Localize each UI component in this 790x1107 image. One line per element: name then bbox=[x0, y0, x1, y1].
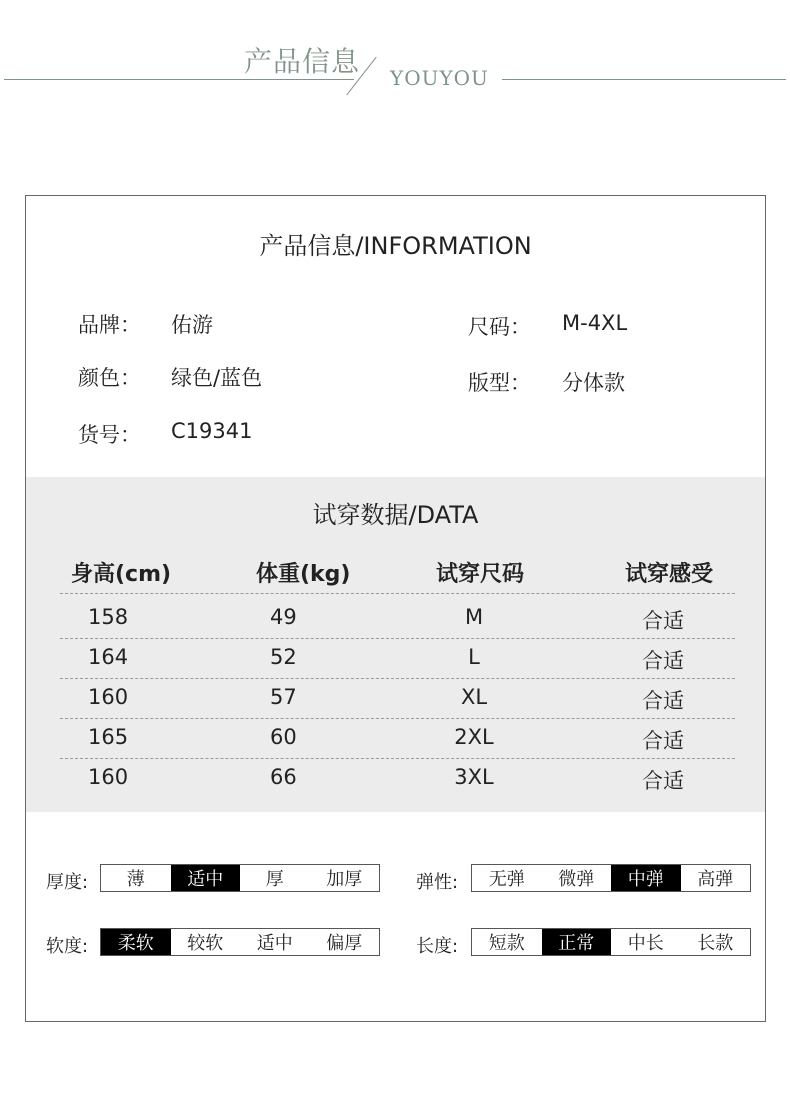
banner-title: 产品信息 bbox=[244, 45, 361, 78]
size-text: 2XL bbox=[454, 725, 494, 749]
fit-label: 版型： bbox=[468, 371, 531, 395]
data-title: 试穿数据/DATA bbox=[312, 501, 479, 529]
header-height: 身高(cm) bbox=[71, 562, 172, 587]
size-text: M bbox=[464, 605, 484, 629]
try-on-data-section bbox=[26, 477, 765, 812]
header-size: 试穿尺码 bbox=[436, 562, 525, 587]
table-cell-height: 160 bbox=[88, 765, 129, 789]
length-option: 中长 bbox=[627, 933, 664, 954]
table-cell-height: 165 bbox=[88, 725, 129, 749]
row-separator bbox=[60, 638, 735, 639]
thickness-option: 适中 bbox=[171, 865, 241, 891]
table-cell-feel: 合适 bbox=[642, 649, 684, 673]
size-text: 3XL bbox=[454, 765, 494, 789]
table-cell-height: 164 bbox=[88, 645, 129, 669]
color-label: 颜色： bbox=[78, 366, 141, 390]
table-cell-height: 160 bbox=[88, 685, 129, 709]
size-value: M-4XL bbox=[562, 311, 628, 335]
item-number-value: C19341 bbox=[171, 419, 253, 443]
elasticity-option: 微弹 bbox=[558, 869, 595, 890]
length-scale bbox=[471, 928, 751, 956]
table-cell-feel: 合适 bbox=[642, 689, 684, 713]
elasticity-option: 无弹 bbox=[488, 869, 525, 890]
length-option: 正常 bbox=[542, 929, 612, 955]
softness-option: 偏厚 bbox=[326, 933, 363, 954]
size-text: XL bbox=[460, 685, 488, 709]
header-feel: 试穿感受 bbox=[625, 562, 714, 587]
thickness-option: 加厚 bbox=[326, 869, 363, 890]
softness-option: 适中 bbox=[256, 933, 293, 954]
product-info-card bbox=[25, 195, 766, 1022]
length-option: 长款 bbox=[697, 933, 734, 954]
size-label: 尺码： bbox=[468, 315, 531, 339]
softness-scale bbox=[100, 928, 380, 956]
info-title: 产品信息/INFORMATION bbox=[259, 232, 532, 260]
thickness-label: 厚度: bbox=[46, 872, 89, 893]
table-cell-weight: 52 bbox=[270, 645, 297, 669]
row-separator bbox=[60, 593, 735, 594]
fit-value: 分体款 bbox=[562, 371, 625, 395]
table-cell-weight: 60 bbox=[270, 725, 297, 749]
length-option: 短款 bbox=[488, 933, 525, 954]
elasticity-label: 弹性: bbox=[416, 872, 459, 893]
table-cell-feel: 合适 bbox=[642, 769, 684, 793]
row-separator bbox=[60, 718, 735, 719]
table-cell-weight: 49 bbox=[270, 605, 297, 629]
color-value: 绿色/蓝色 bbox=[171, 366, 263, 390]
softness-label: 软度: bbox=[46, 936, 89, 957]
softness-option: 柔软 bbox=[101, 929, 171, 955]
table-cell-weight: 66 bbox=[270, 765, 297, 789]
elasticity-scale bbox=[471, 864, 751, 892]
softness-option: 较软 bbox=[187, 933, 224, 954]
elasticity-option: 高弹 bbox=[697, 869, 734, 890]
length-label: 长度: bbox=[416, 936, 459, 957]
header-weight: 体重(kg) bbox=[256, 562, 351, 587]
size-text: L bbox=[468, 645, 480, 669]
elasticity-option: 中弹 bbox=[611, 865, 681, 891]
table-cell-height: 158 bbox=[88, 605, 129, 629]
table-cell-feel: 合适 bbox=[642, 609, 684, 633]
banner-subtitle: YOUYOU bbox=[390, 66, 489, 90]
table-cell-weight: 57 bbox=[270, 685, 297, 709]
thickness-option: 厚 bbox=[265, 869, 284, 890]
thickness-scale bbox=[100, 864, 380, 892]
brand-label: 品牌： bbox=[78, 313, 141, 337]
brand-value: 佑游 bbox=[171, 313, 213, 337]
item-number-label: 货号： bbox=[78, 423, 141, 447]
table-cell-feel: 合适 bbox=[642, 729, 684, 753]
row-separator bbox=[60, 678, 735, 679]
row-separator bbox=[60, 758, 735, 759]
banner-rule-right bbox=[502, 79, 786, 80]
thickness-option: 薄 bbox=[126, 869, 145, 890]
